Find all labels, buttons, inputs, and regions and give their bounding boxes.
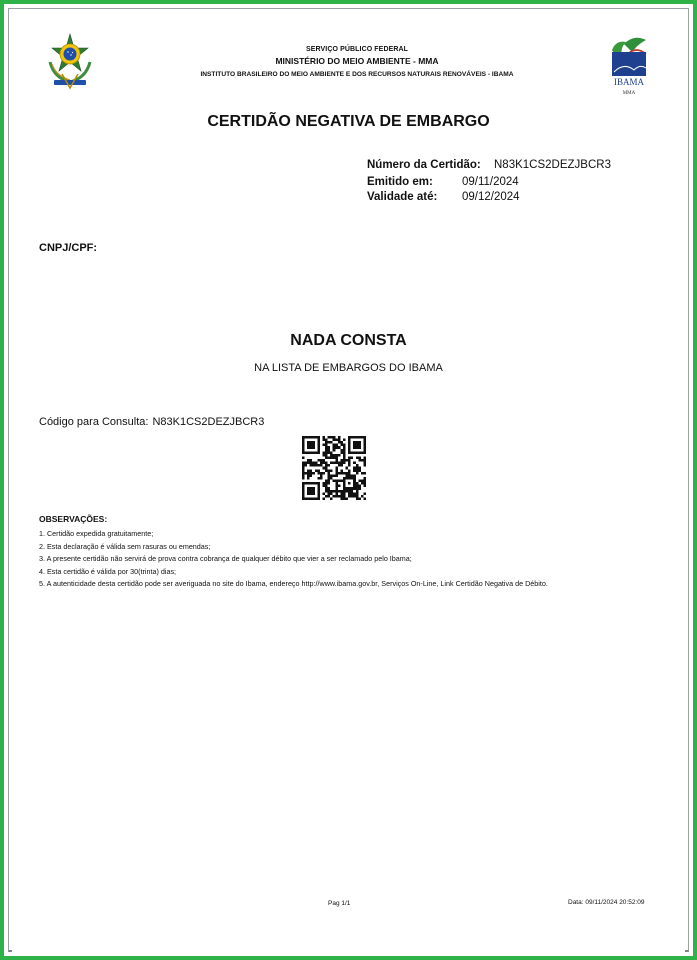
observation-item: 1. Certidão expedida gratuitamente; <box>39 529 154 538</box>
observations-list <box>39 528 548 591</box>
page-number: Pag 1/1 <box>328 900 351 907</box>
ibama-logo <box>602 32 654 98</box>
certificate-number-value: N83K1CS2DEZJBCR3 <box>494 159 611 171</box>
observations-title: OBSERVAÇÕES: <box>39 514 108 524</box>
issued-row <box>367 176 519 188</box>
certificate-page <box>12 12 685 952</box>
header-institute: INSTITUTO BRASILEIRO DO MEIO AMBIENTE E DOS RECURSOS NATURAIS RENOVÁVEIS - IBAMA <box>200 71 514 78</box>
certificate-number-row <box>367 159 611 171</box>
page-title: CERTIDÃO NEGATIVA DE EMBARGO <box>207 113 490 130</box>
observation-item: 4. Esta certidão é válida por 30(trinta) dias; <box>39 566 177 576</box>
qr-code[interactable] <box>302 436 366 500</box>
result-headline: NADA CONSTA <box>290 332 407 349</box>
header-service: SERVIÇO PÚBLICO FEDERAL <box>305 46 409 53</box>
brazil-coat-of-arms-icon <box>44 32 96 90</box>
cnpj-label: CNPJ/CPF: <box>39 242 98 254</box>
certificate-number-label: Número da Certidão: <box>367 159 481 171</box>
valid-label: Validade até: <box>367 191 438 203</box>
ibama-logo-text: IBAMA <box>613 77 645 87</box>
header-ministry: MINISTÉRIO DO MEIO AMBIENTE - MMA <box>275 56 439 66</box>
ibama-logo-subtext: MMA <box>622 91 636 96</box>
footer-date: Data: 09/11/2024 20:52:09 <box>568 899 645 906</box>
valid-value: 09/12/2024 <box>462 191 520 203</box>
consulta-code: N83K1CS2DEZJBCR3 <box>152 416 265 428</box>
issued-value: 09/11/2024 <box>462 176 519 188</box>
consulta-row <box>39 416 264 428</box>
consulta-label: Código para Consulta: <box>39 416 149 428</box>
issued-label: Emitido em: <box>367 176 433 188</box>
observation-item: 5. A autenticidade desta certidão pode ser averiguada no site do Ibama, endereço http://www.ibama.gov.br, Serviços On-Line, Link Certidão Negativa de Débito. <box>39 579 548 589</box>
observation-item: 3. A presente certidão não servirá de prova contra cobrança de qualquer débito que vier a ser reclamado pelo Ibama; <box>39 554 412 564</box>
observation-item: 2. Esta declaração é válida sem rasuras ou emendas; <box>39 541 211 551</box>
result-subline: NA LISTA DE EMBARGOS DO IBAMA <box>254 362 443 374</box>
valid-row <box>367 191 520 203</box>
